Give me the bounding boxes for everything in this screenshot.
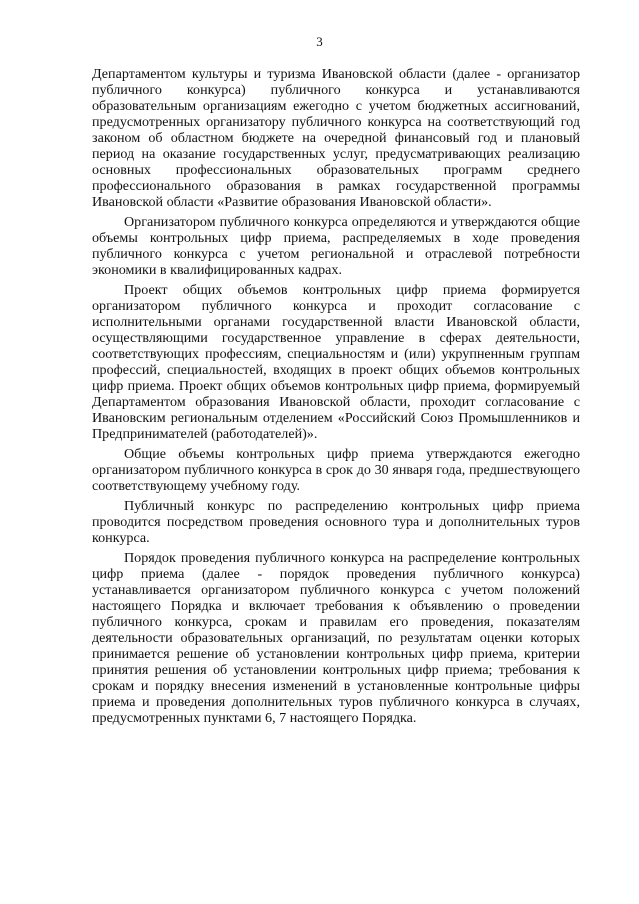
paragraph-4: Общие объемы контрольных цифр приема утверждаются ежегодно организатором публичного конкурса в срок до 30 января года, предшествующего соответствующему учебному году. xyxy=(92,446,580,494)
paragraph-1: Департаментом культуры и туризма Ивановской области (далее - организатор публичного конкурса) публичного конкурса и устанавливаются образовательным организациям ежегодно с учетом бюджетных ассигнований, предусмотренных организатору публичного конкурса на соответствующий год законом об областном бюджете на очередной финансовый год и плановый период на оказание государственных услуг, предусматривающих реализацию основных профессиональных образовательных программ среднего профессионального образования в рамках государственной программы Ивановской области «Развитие образования Ивановской области». xyxy=(92,66,580,210)
paragraph-5: Публичный конкурс по распределению контрольных цифр приема проводится посредством проведения основного тура и дополнительных туров конкурса. xyxy=(92,498,580,546)
paragraph-3: Проект общих объемов контрольных цифр приема формируется организатором публичного конкурса и проходит согласование с исполнительными органами государственной власти Ивановской области, осуществляющими государственное управление в сферах деятельности, соответствующих профессиям, специальностям и (или) укрупненным группам профессий, специальностей, входящих в проект общих объемов контрольных цифр приема. Проект общих объемов контрольных цифр приема, формируемый Департаментом образования Ивановской области, проходит согласование с Ивановским региональным отделением «Российский Союз Промышленников и Предпринимателей (работодателей)». xyxy=(92,282,580,442)
page-number: 3 xyxy=(316,34,323,49)
paragraph-6: Порядок проведения публичного конкурса на распределение контрольных цифр приема (далее - порядок проведения публичного конкурса) устанавливается организатором публичного конкурса с учетом положений настоящего Порядка и включает требования к объявлению о проведении публичного конкурса, срокам и правилам его проведения, показателям деятельности образовательных организаций, по результатам оценки которых принимается решение об установлении контрольных цифр приема, критерии принятия решения об установлении контрольных цифр приема; требования к срокам и порядку внесения изменений в установленные контрольные цифры приема и проведения дополнительных туров публичного конкурса в случаях, предусмотренных пунктами 6, 7 настоящего Порядка. xyxy=(92,550,580,726)
document-body xyxy=(92,66,580,730)
paragraph-2: Организатором публичного конкурса определяются и утверждаются общие объемы контрольных цифр приема, распределяемых в ходе проведения публичного конкурса с учетом региональной и отраслевой потребности экономики в квалифицированных кадрах. xyxy=(92,214,580,278)
